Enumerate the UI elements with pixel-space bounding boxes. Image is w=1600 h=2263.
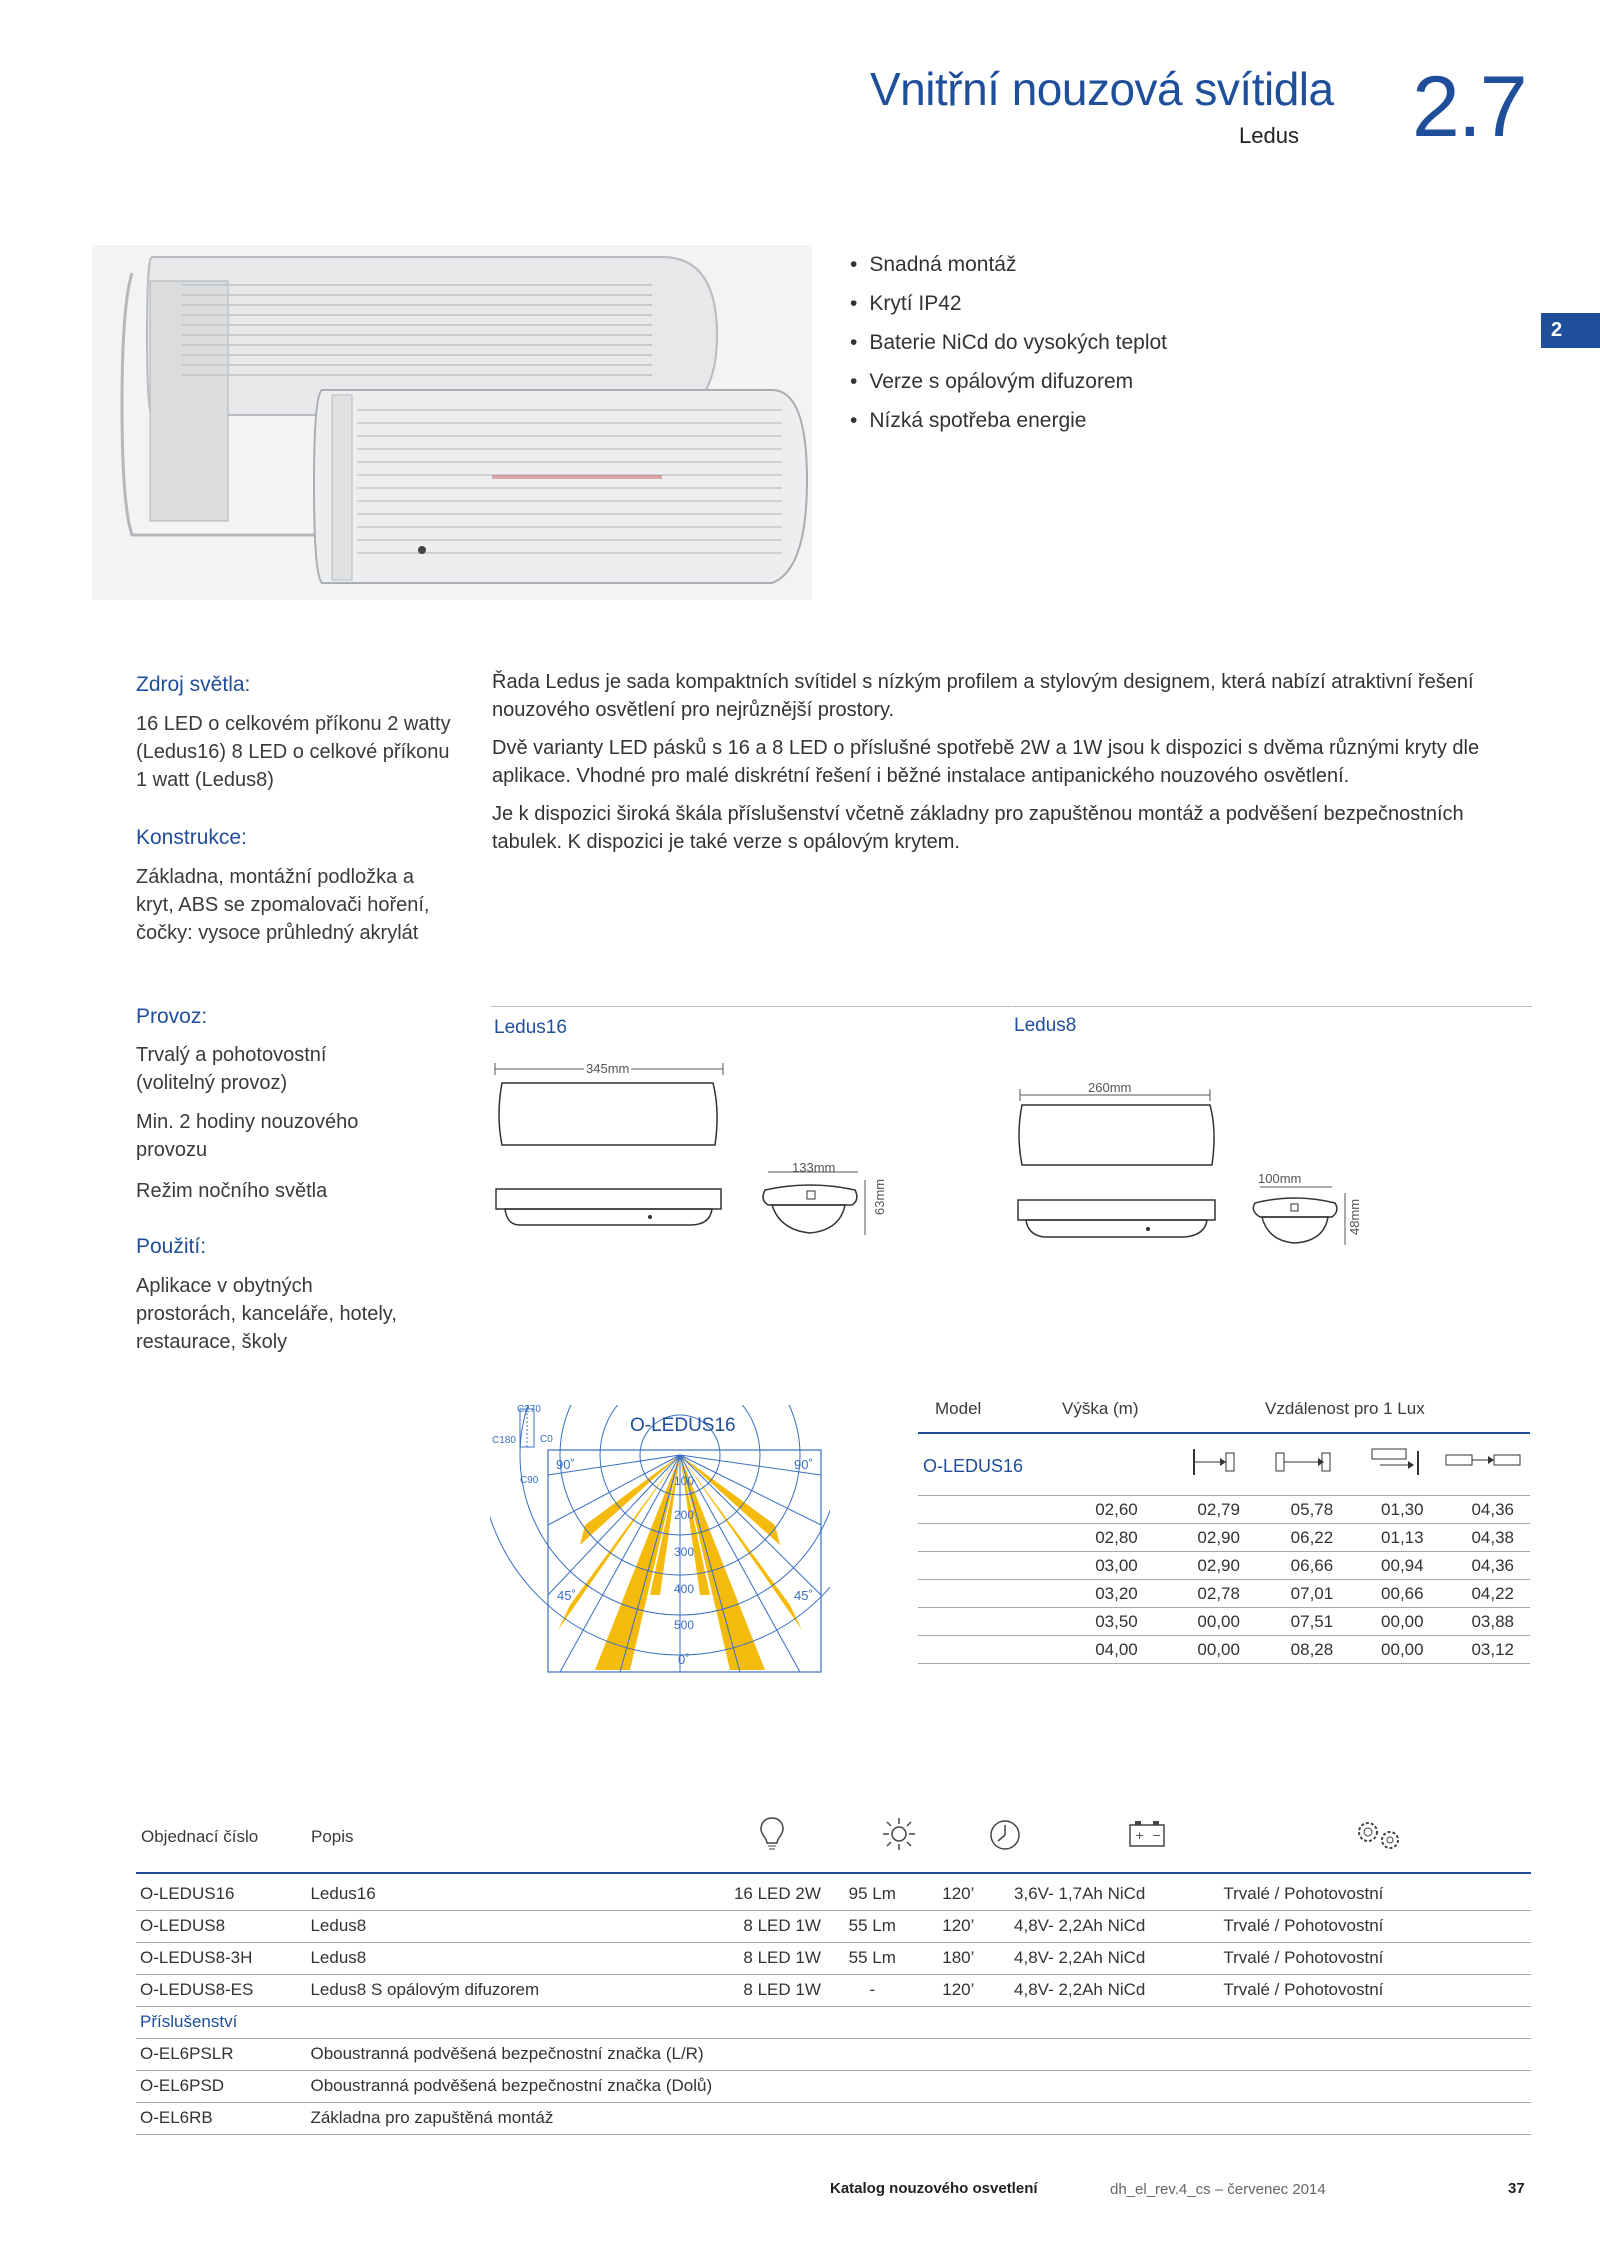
lux-cell: 00,00	[1197, 1611, 1240, 1631]
construction-text: Základna, montážní podložka a kryt, ABS se zpomalovači hoření, čočky: vysoce průhledný akrylát	[136, 866, 430, 944]
footer-catalog: Katalog nouzového osvetlení	[830, 2180, 1038, 2197]
order-lumens: 55 Lm	[848, 1916, 896, 1935]
ledus8-length-label: 260mm	[1088, 1080, 1132, 1095]
lux-cell: 02,79	[1197, 1499, 1240, 1519]
operation-text-3: Režim nočního světla	[136, 1180, 328, 1202]
table-row	[136, 2102, 1531, 2134]
lux-header-height: Výška (m)	[1062, 1399, 1139, 1418]
lux-cell: 04,36	[1471, 1499, 1514, 1519]
usage-text: Aplikace v obytných prostorách, kanceláře, hotely, restaurace, školy	[136, 1275, 397, 1353]
order-lumens: 95 Lm	[848, 1883, 896, 1903]
order-mode: Trvalé / Pohotovostní	[1223, 1948, 1384, 1967]
ledus16-depth-label: 133mm	[792, 1160, 836, 1175]
polar-angle-label: 90˚	[794, 1457, 813, 1472]
ledus8-depth-label: 100mm	[1258, 1171, 1302, 1186]
order-source: 8 LED 1W	[743, 1980, 821, 1999]
lux-cell: 04,00	[1095, 1639, 1138, 1659]
accessories-label: Příslušenství	[140, 2012, 238, 2031]
intro-paragraph: Řada Ledus je sada kompaktních svítidel s nízkým profilem a stylovým designem, která nabízí atraktivní řešení nouzového osvětlení pro nejrůznější prostory.	[492, 671, 1474, 721]
polar-c-label: C270	[517, 1404, 541, 1415]
mounting-corridor-icon	[1442, 1445, 1522, 1479]
order-lumens: 55 Lm	[848, 1948, 896, 1967]
order-duration: 120’	[942, 1916, 975, 1935]
polar-angle-label: 45˚	[557, 1588, 576, 1603]
ledus16-height-label: 63mm	[872, 1178, 887, 1215]
table-row	[136, 1910, 1531, 1942]
polar-ring-label: 300	[674, 1545, 695, 1559]
table-row	[136, 2038, 1531, 2070]
light-source-text: 16 LED o celkovém příkonu 2 watty (Ledus16) 8 LED o celkové příkonu 1 watt (Ledus8)	[136, 713, 451, 791]
accessory-code: O-EL6PSLR	[140, 2044, 234, 2063]
lux-cell: 00,94	[1381, 1555, 1424, 1575]
ledus8-height-label: 48mm	[1347, 1198, 1362, 1235]
polar-ring-label: 200	[674, 1508, 695, 1522]
bulb-icon	[758, 1815, 786, 1853]
ledus16-drawing-label: Ledus16	[494, 1017, 567, 1038]
accessory-description: Oboustranná podvěšená bezpečnostní značka (L/R)	[310, 2044, 704, 2063]
mounting-ceiling-icon	[1368, 1445, 1422, 1479]
accessory-code: O-EL6PSD	[140, 2076, 225, 2095]
lux-cell: 05,78	[1290, 1499, 1334, 1519]
usage-heading: Použití:	[136, 1235, 207, 1258]
table-row	[918, 1524, 1530, 1552]
order-battery: 4,8V- 2,2Ah NiCd	[1014, 1916, 1146, 1935]
polar-c-label: C180	[492, 1435, 516, 1446]
feature-item: • Baterie NiCd do vysokých teplot	[850, 328, 1167, 367]
lux-table	[918, 1495, 1530, 1664]
order-duration: 120’	[942, 1980, 975, 1999]
clock-icon	[988, 1818, 1022, 1852]
order-source: 16 LED 2W	[733, 1883, 821, 1903]
lux-cell: 04,38	[1471, 1527, 1514, 1547]
lux-cell: 04,22	[1471, 1583, 1514, 1603]
polar-ring-label: 400	[674, 1582, 695, 1596]
polar-angle-label: 0˚	[678, 1652, 690, 1667]
side-tab: 2	[1541, 313, 1600, 348]
feature-item: • Verze s opálovým difuzorem	[850, 367, 1167, 406]
lux-cell: 00,00	[1381, 1639, 1424, 1659]
lux-cell: 06,66	[1290, 1555, 1334, 1575]
gears-icon	[1350, 1816, 1410, 1854]
polar-c-label: C90	[520, 1475, 539, 1486]
order-battery: 4,8V- 2,2Ah NiCd	[1014, 1948, 1146, 1967]
lux-cell: 02,80	[1095, 1527, 1138, 1547]
lux-model-name: O-LEDUS16	[923, 1456, 1024, 1476]
ledus8-drawing-label: Ledus8	[1014, 1015, 1077, 1036]
order-description: Ledus16	[310, 1883, 376, 1903]
svg-text:−: −	[1152, 1829, 1162, 1842]
construction-heading: Konstrukce:	[136, 826, 247, 849]
order-mode: Trvalé / Pohotovostní	[1223, 1980, 1384, 1999]
feature-list	[850, 250, 1167, 445]
mounting-between-icon	[1272, 1445, 1332, 1479]
table-row	[136, 2070, 1531, 2102]
order-mode: Trvalé / Pohotovostní	[1223, 1916, 1384, 1935]
order-description: Ledus8	[310, 1916, 367, 1935]
page-title: Vnitřní nouzová svítidla	[870, 63, 1334, 115]
order-lumens: -	[869, 1980, 876, 1999]
order-code: O-LEDUS8-ES	[140, 1980, 254, 1999]
order-battery: 3,6V- 1,7Ah NiCd	[1014, 1883, 1146, 1903]
footer-revision: dh_el_rev.4_cs – červenec 2014	[1110, 2181, 1326, 2198]
feature-item: • Krytí IP42	[850, 289, 1167, 328]
order-mode: Trvalé / Pohotovostní	[1223, 1883, 1384, 1903]
operation-text-1: Trvalý a pohotovostní (volitelný provoz)	[136, 1044, 327, 1094]
lux-cell: 02,60	[1095, 1499, 1138, 1519]
order-header-rule	[136, 1872, 1531, 1874]
mounting-wall-icon	[1190, 1445, 1238, 1479]
lux-cell: 03,12	[1471, 1639, 1514, 1659]
order-table	[136, 1878, 1531, 2135]
order-source: 8 LED 1W	[743, 1916, 821, 1935]
ledus16-length-label: 345mm	[586, 1061, 630, 1076]
sun-icon	[882, 1817, 916, 1851]
order-source: 8 LED 1W	[743, 1948, 821, 1967]
polar-c-label: C0	[540, 1434, 553, 1445]
lux-header-rule	[918, 1432, 1530, 1434]
intro-paragraph: Je k dispozici široká škála příslušenství včetně základny pro zapuštěnou montáž a podvěšení bezpečnostních tabulek. K dispozici je také verze s opálovým krytem.	[492, 803, 1464, 853]
order-code: O-LEDUS8	[140, 1916, 226, 1935]
divider-line	[1012, 1006, 1532, 1007]
order-code: O-LEDUS16	[140, 1883, 235, 1903]
polar-angle-label: 45˚	[794, 1588, 813, 1603]
feature-item: • Snadná montáž	[850, 250, 1167, 289]
table-row	[136, 1878, 1531, 1910]
lux-cell: 08,28	[1290, 1639, 1334, 1659]
order-duration: 120’	[942, 1883, 975, 1903]
lux-cell: 06,22	[1290, 1527, 1334, 1547]
lux-header-model: Model	[935, 1399, 982, 1418]
accessory-description: Základna pro zapuštěná montáž	[310, 2108, 554, 2127]
polar-ring-label: 500	[674, 1618, 695, 1632]
section-number: 2.7	[1412, 59, 1526, 155]
lux-cell: 02,90	[1197, 1555, 1240, 1575]
lux-cell: 03,88	[1471, 1611, 1514, 1631]
table-row	[136, 2006, 1531, 2038]
page-number: 37	[1508, 2180, 1525, 2197]
polar-photometric-diagram	[490, 1405, 830, 1675]
table-row	[918, 1608, 1530, 1636]
ledus16-dimension-drawing	[490, 1045, 910, 1245]
order-description: Ledus8 S opálovým difuzorem	[310, 1980, 540, 1999]
table-row	[136, 1974, 1531, 2006]
lux-cell: 03,20	[1095, 1583, 1138, 1603]
order-description: Ledus8	[310, 1948, 367, 1967]
order-header-code: Objednací číslo	[141, 1827, 259, 1846]
intro-paragraph: Dvě varianty LED pásků s 16 a 8 LED o příslušné spotřebě 2W a 1W jsou k dispozici s dvěma různými kryty dle aplikace. Vhodné pro malé diskrétní řešení i běžné instalace antipanického nouzového osvětlení.	[492, 737, 1480, 787]
lux-cell: 07,51	[1290, 1611, 1334, 1631]
order-header-description: Popis	[311, 1827, 354, 1846]
light-source-heading: Zdroj světla:	[136, 673, 251, 696]
operation-heading: Provoz:	[136, 1005, 208, 1028]
lux-cell: 01,30	[1381, 1499, 1424, 1519]
polar-ring-label: 100	[674, 1474, 695, 1488]
accessory-code: O-EL6RB	[140, 2108, 213, 2127]
table-row	[918, 1636, 1530, 1664]
lux-cell: 00,66	[1381, 1583, 1424, 1603]
table-row	[136, 1942, 1531, 1974]
order-battery: 4,8V- 2,2Ah NiCd	[1014, 1980, 1146, 1999]
table-row	[918, 1496, 1530, 1524]
lux-cell: 07,01	[1290, 1583, 1334, 1603]
battery-icon	[1128, 1820, 1166, 1848]
table-row	[918, 1580, 1530, 1608]
table-row	[918, 1552, 1530, 1580]
order-code: O-LEDUS8-3H	[140, 1948, 253, 1967]
lux-cell: 04,36	[1471, 1555, 1514, 1575]
polar-angle-label: 90˚	[556, 1457, 575, 1472]
divider-line	[491, 1006, 1011, 1007]
polar-title: O-LEDUS16	[630, 1415, 736, 1436]
operation-text-2: Min. 2 hodiny nouzového provozu	[136, 1111, 359, 1161]
lux-cell: 00,00	[1197, 1639, 1240, 1659]
intro-text	[492, 668, 1532, 866]
lux-header-distance: Vzdálenost pro 1 Lux	[1265, 1399, 1425, 1418]
lux-cell: 01,13	[1381, 1527, 1424, 1547]
accessory-description: Oboustranná podvěšená bezpečnostní značka (Dolů)	[310, 2076, 713, 2095]
lux-cell: 02,90	[1197, 1527, 1240, 1547]
svg-text:+: +	[1135, 1829, 1145, 1842]
lux-cell: 02,78	[1197, 1583, 1240, 1603]
product-photo	[92, 245, 812, 600]
lux-cell: 03,50	[1095, 1611, 1138, 1631]
page-subtitle: Ledus	[1239, 123, 1299, 148]
lux-cell: 00,00	[1381, 1611, 1424, 1631]
order-duration: 180’	[942, 1948, 975, 1967]
feature-item: • Nízká spotřeba energie	[850, 406, 1167, 445]
lux-cell: 03,00	[1095, 1555, 1138, 1575]
ledus8-dimension-drawing	[1010, 1075, 1390, 1255]
